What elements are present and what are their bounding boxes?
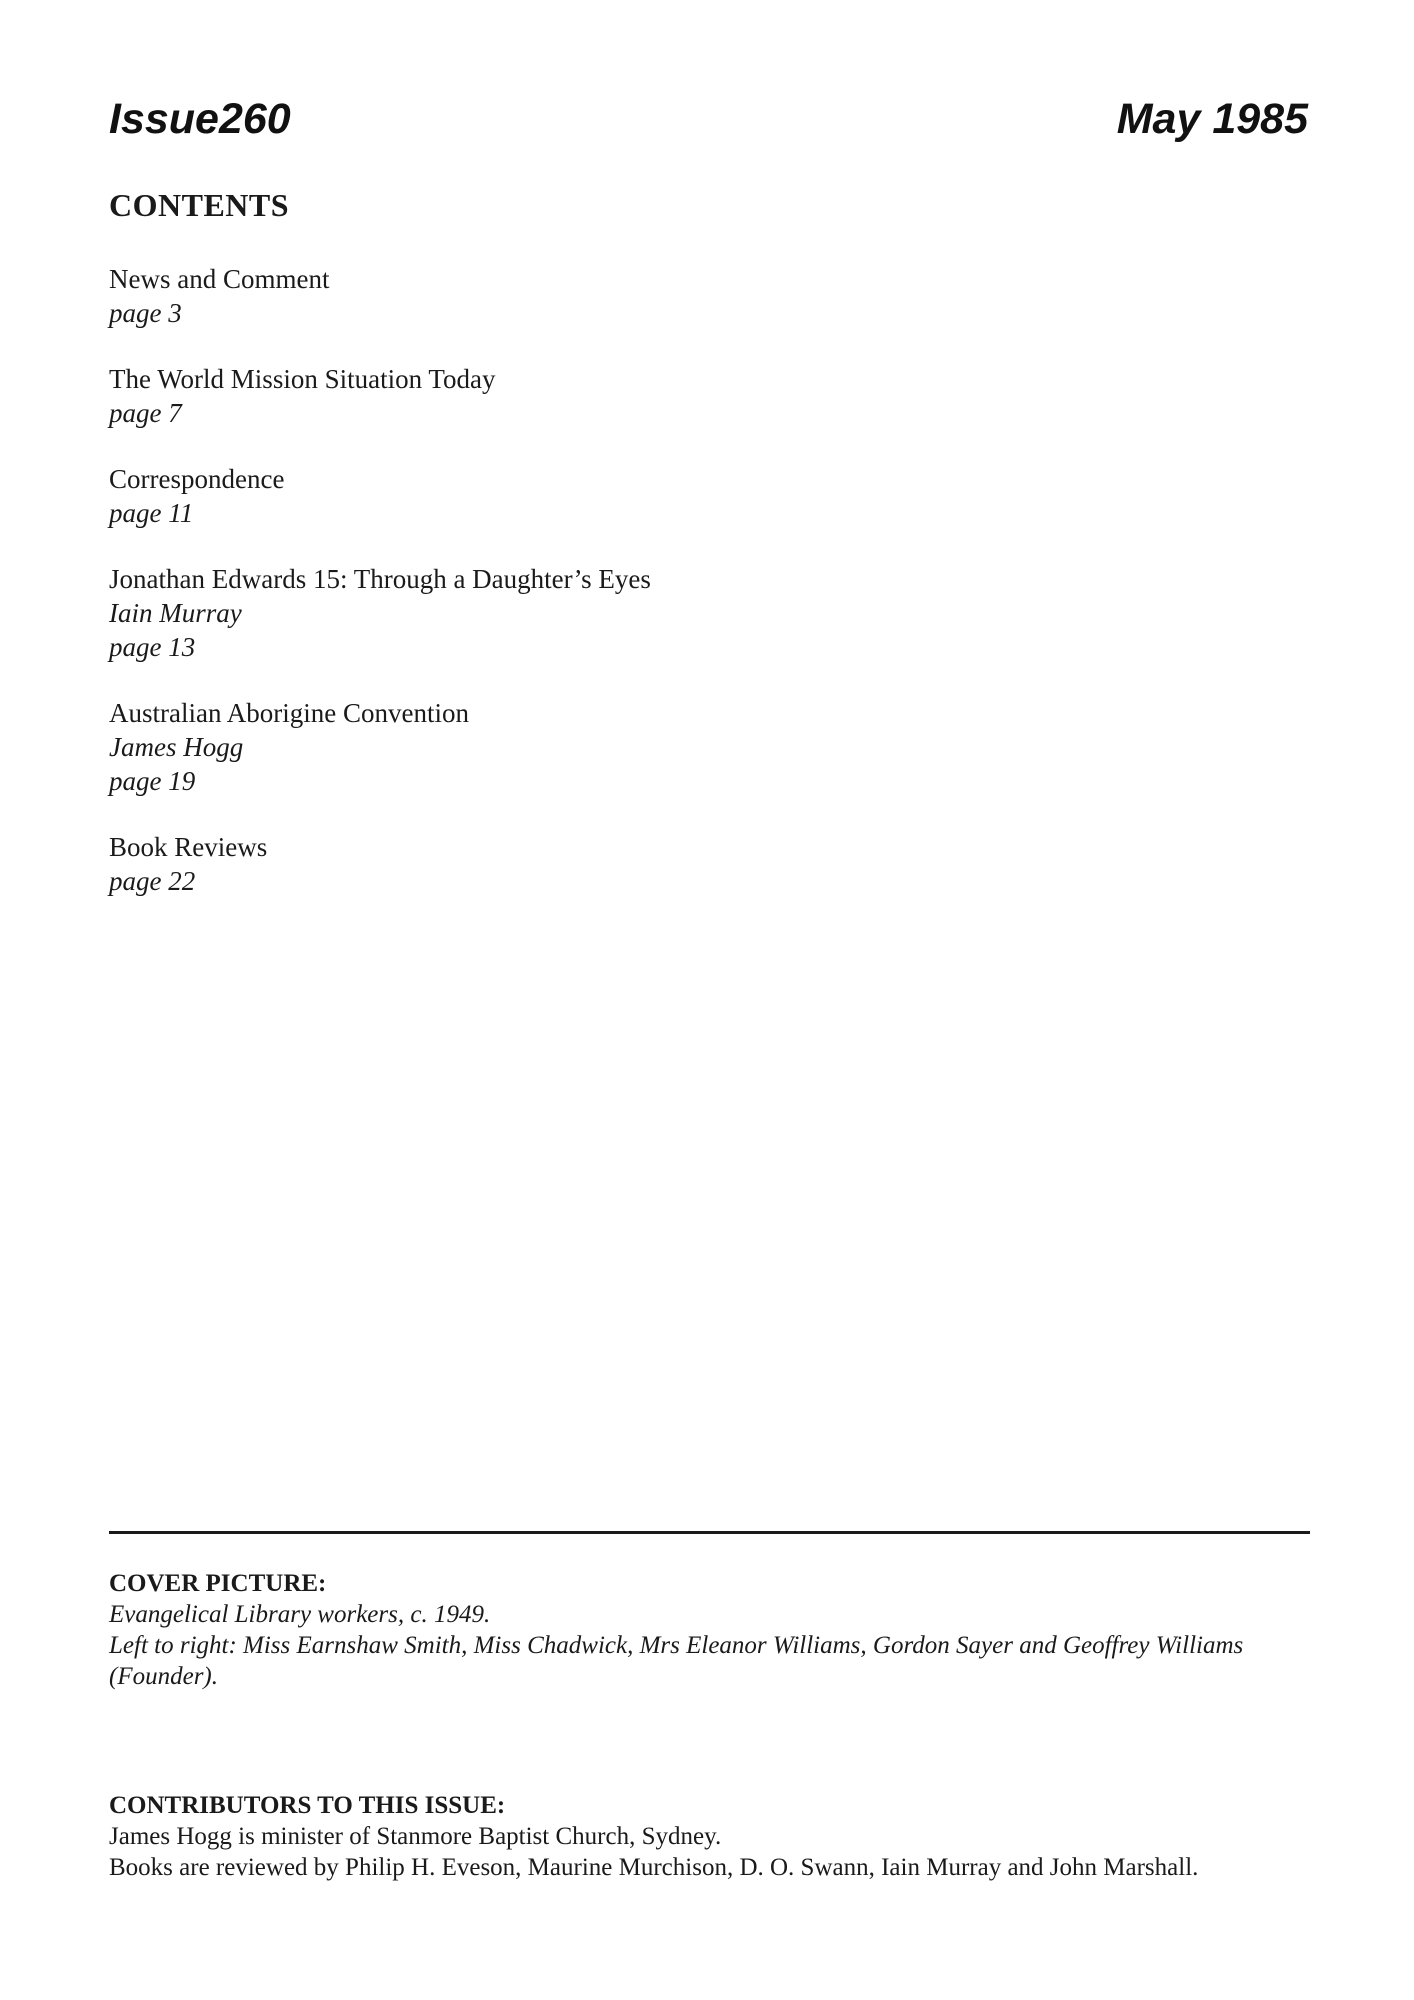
toc-entry-author: Iain Murray	[109, 598, 242, 628]
toc-entry-page: page 13	[109, 632, 196, 662]
toc-entry-title[interactable]: Jonathan Edwards 15: Through a Daughter’s Eyes	[109, 564, 651, 594]
toc-entry-title[interactable]: The World Mission Situation Today	[109, 364, 496, 394]
toc-entry-page: page 11	[109, 498, 194, 528]
contents-heading: CONTENTS	[109, 187, 290, 223]
toc-entry-page: page 19	[109, 766, 196, 796]
issue-number: Issue260	[109, 95, 291, 143]
toc-entry-jonathan-edwards[interactable]	[109, 562, 1109, 664]
toc-entry-title[interactable]: News and Comment	[109, 264, 330, 294]
toc-entry-correspondence[interactable]	[109, 462, 1109, 530]
issue-date: May 1985	[1116, 95, 1308, 143]
page-header	[109, 95, 1308, 143]
cover-picture-section	[109, 1568, 1310, 1692]
cover-picture-caption: Evangelical Library workers, c. 1949.	[109, 1601, 491, 1628]
toc-entry-world-mission[interactable]	[109, 362, 1109, 430]
cover-picture-label: COVER PICTURE:	[109, 1570, 327, 1597]
contributor-line: James Hogg is minister of Stanmore Baptist Church, Sydney.	[109, 1823, 722, 1850]
section-divider	[109, 1531, 1310, 1534]
table-of-contents	[109, 262, 1109, 930]
contributors-section	[109, 1790, 1310, 1883]
toc-entry-author: James Hogg	[109, 732, 244, 762]
toc-entry-title[interactable]: Book Reviews	[109, 832, 268, 862]
toc-entry-title[interactable]: Correspondence	[109, 464, 285, 494]
toc-entry-aborigine-convention[interactable]	[109, 696, 1109, 798]
toc-entry-page: page 7	[109, 398, 182, 428]
toc-entry-news-and-comment[interactable]	[109, 262, 1109, 330]
toc-entry-page: page 3	[109, 298, 182, 328]
toc-entry-page: page 22	[109, 866, 196, 896]
contributor-line: Books are reviewed by Philip H. Eveson, Maurine Murchison, D. O. Swann, Iain Murray and John Marshall.	[109, 1854, 1199, 1881]
toc-entry-title[interactable]: Australian Aborigine Convention	[109, 698, 469, 728]
contributors-label: CONTRIBUTORS TO THIS ISSUE:	[109, 1792, 506, 1819]
cover-picture-names: Left to right: Miss Earnshaw Smith, Miss Chadwick, Mrs Eleanor Williams, Gordon Sayer and Geoffrey Williams (Founder).	[109, 1632, 1244, 1690]
toc-entry-book-reviews[interactable]	[109, 830, 1109, 898]
